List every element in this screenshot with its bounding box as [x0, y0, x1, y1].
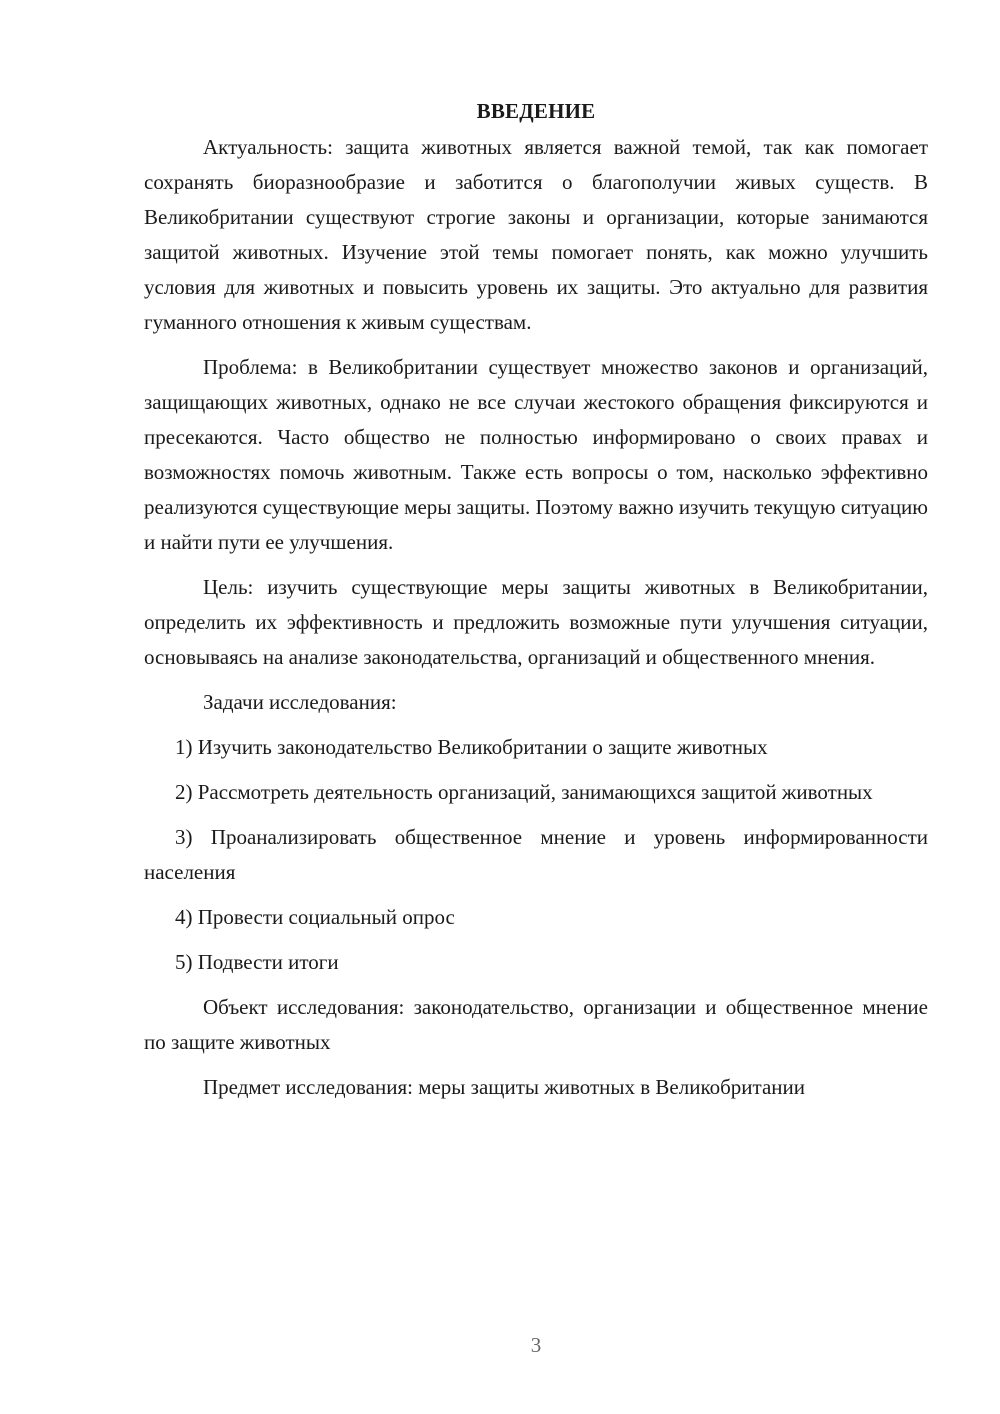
object-paragraph: Объект исследования: законодательство, организации и общественное мнение по защите животных: [144, 995, 928, 1054]
subject-paragraph: Предмет исследования: меры защиты животных в Великобритании: [203, 1075, 805, 1099]
relevance-paragraph: Актуальность: защита животных является важной темой, так как помогает сохранять биоразнообразие и заботится о благополучии живых существ. В Великобритании существуют строгие законы и организации, которые занимаются защитой животных. Изучение этой темы помогает понять, как можно улучшить условия для животных и повысить уровень их защиты. Это актуально для развития гуманного отношения к живым существам.: [144, 135, 928, 334]
task-item-2: 2) Рассмотреть деятельность организаций, занимающихся защитой животных: [175, 780, 873, 804]
tasks-heading: Задачи исследования:: [203, 690, 397, 714]
task-item-1: 1) Изучить законодательство Великобритании о защите животных: [175, 735, 768, 759]
task-item-5: 5) Подвести итоги: [175, 950, 339, 974]
task-item-3: 3) Проанализировать общественное мнение и уровень информированности населения: [144, 825, 928, 884]
page-content: [144, 96, 928, 1105]
goal-paragraph: Цель: изучить существующие меры защиты животных в Великобритании, определить их эффективность и предложить возможные пути улучшения ситуации, основываясь на анализе законодательства, организаций и общественного мнения.: [144, 575, 928, 669]
tasks-list: [144, 730, 928, 980]
problem-paragraph: Проблема: в Великобритании существует множество законов и организаций, защищающих животных, однако не все случаи жестокого обращения фиксируются и пресекаются. Часто общество не полностью информировано о своих правах и возможностях помочь животным. Также есть вопросы о том, насколько эффективно реализуются существующие меры защиты. Поэтому важно изучить текущую ситуацию и найти пути ее улучшения.: [144, 355, 928, 554]
task-item-4: 4) Провести социальный опрос: [175, 905, 455, 929]
section-title: ВВЕДЕНИЕ: [476, 99, 596, 123]
page-number: 3: [530, 1333, 542, 1357]
